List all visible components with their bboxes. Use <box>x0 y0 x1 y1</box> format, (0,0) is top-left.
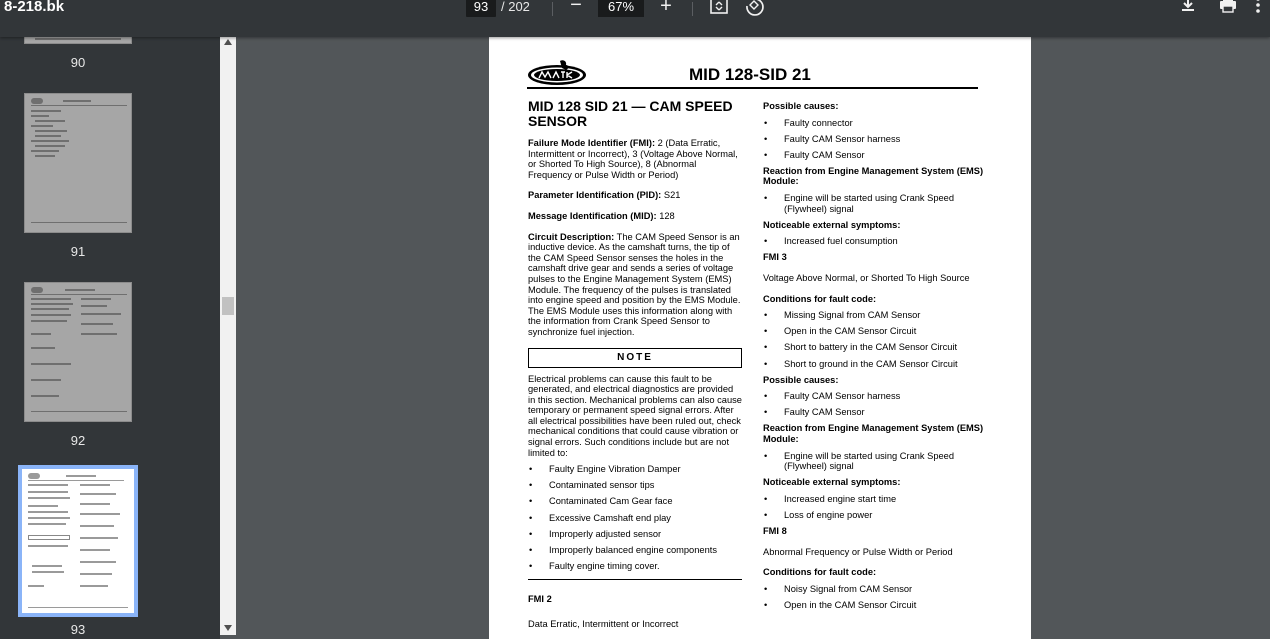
page-header: MID 128-SID 21 <box>689 65 811 84</box>
rotate-icon[interactable] <box>743 0 765 18</box>
list-item: • Missing Signal from CAM Sensor <box>763 310 985 321</box>
download-icon[interactable] <box>1177 0 1199 18</box>
list-item: • Faulty CAM Sensor harness <box>763 134 985 145</box>
list-item: • Faulty engine timing cover. <box>528 561 742 572</box>
conditions-list <box>763 310 985 369</box>
thumbnail-page-92[interactable] <box>24 282 132 422</box>
zoom-in-button[interactable]: + <box>660 0 672 17</box>
list-item: • Contaminated Cam Gear face <box>528 496 742 507</box>
list-item: • Noisy Signal from CAM Sensor <box>763 584 985 595</box>
list-item: • Contaminated sensor tips <box>528 480 742 491</box>
pdf-page <box>489 37 1031 639</box>
thumbnail-label: 91 <box>70 244 86 259</box>
mid-paragraph <box>528 211 742 222</box>
conditions-heading: Conditions for fault code: <box>763 293 877 304</box>
list-item: • Loss of engine power <box>763 510 985 521</box>
pid-text: S21 <box>661 190 681 201</box>
reaction-list <box>763 451 985 472</box>
reaction-heading: Reaction from Engine Management System (EMS) Module: <box>763 423 984 444</box>
pid-label: Parameter Identification (PID): <box>528 190 662 201</box>
fmi2-heading: FMI 2 <box>528 593 552 604</box>
conditions-list <box>528 464 742 580</box>
sidebar-scrollbar[interactable] <box>220 37 236 635</box>
thumbnail-label: 93 <box>70 622 86 637</box>
list-item: • Short to battery in the CAM Sensor Circuit <box>763 342 985 353</box>
header-rule <box>527 87 978 89</box>
circuit-label: Circuit Description: <box>528 231 615 242</box>
note-box: NOTE <box>528 348 742 368</box>
possible-causes-heading: Possible causes: <box>763 101 839 111</box>
list-item: • Improperly balanced engine components <box>528 545 742 556</box>
fmi8-text: Abnormal Frequency or Pulse Width or Period <box>763 546 953 557</box>
circuit-paragraph <box>528 232 742 338</box>
fmi-text: 2 (Data Erratic, Intermittent or Incorrect), 3 (Voltage Above Normal, or Shorted To High Source), 8 (Abnormal Frequency or Pulse Width or Period) <box>528 138 738 180</box>
list-item: • Faulty Engine Vibration Damper <box>528 464 742 475</box>
divider <box>692 2 693 16</box>
scroll-down-arrow-icon[interactable] <box>224 625 232 631</box>
right-column <box>763 99 985 616</box>
reaction-heading: Reaction from Engine Management System (EMS) Module: <box>763 165 984 187</box>
list-item: • Increased engine start time <box>763 494 985 505</box>
list-item: • Faulty CAM Sensor <box>763 407 985 418</box>
page-number-input[interactable]: 93 <box>466 0 496 17</box>
mack-logo-icon <box>527 59 589 87</box>
symptoms-list <box>763 494 985 521</box>
reaction-list <box>763 193 985 214</box>
fmi2-text: Data Erratic, Intermittent or Incorrect <box>528 618 679 629</box>
divider <box>552 2 553 16</box>
pid-paragraph <box>528 190 742 201</box>
more-vert-icon[interactable] <box>1247 0 1269 18</box>
list-item: • Open in the CAM Sensor Circuit <box>763 326 985 337</box>
print-icon[interactable] <box>1217 0 1239 18</box>
thumbnail-page-90[interactable] <box>24 37 132 44</box>
conditions-heading: Conditions for fault code: <box>763 567 877 578</box>
list-item: • Faulty CAM Sensor <box>763 150 985 161</box>
zoom-out-button[interactable]: − <box>570 0 582 16</box>
fmi-label: Failure Mode Identifier (FMI): <box>528 138 656 148</box>
conditions-list <box>763 584 985 611</box>
page-total: / 202 <box>501 0 530 14</box>
fit-page-icon[interactable] <box>708 0 730 18</box>
possible-causes-heading: Possible causes: <box>763 374 839 385</box>
note-text: Electrical problems can cause this fault to be generated, and electrical diagnostics are provided in this section. Mechanical problems can also cause temporary or permanent speed signal errors. After all electrical possibilities have been ruled out, check mechanical conditions that could cause vibration or signal errors. Such conditions include but are not limited to: <box>528 373 742 458</box>
document-title: 8-218.bk <box>4 0 65 15</box>
thumbnail-label: 92 <box>70 433 86 448</box>
scroll-up-arrow-icon[interactable] <box>224 39 232 45</box>
fmi8-heading: FMI 8 <box>763 526 787 537</box>
list-item: • Short to ground in the CAM Sensor Circuit <box>763 359 985 370</box>
list-item: • Engine will be started using Crank Speed (Flywheel) signal <box>763 193 985 214</box>
fmi-paragraph <box>528 138 742 180</box>
list-item: • Faulty connector <box>763 118 985 129</box>
list-item: • Increased fuel consumption <box>763 236 985 247</box>
symptoms-heading: Noticeable external symptoms: <box>763 219 901 230</box>
list-item: • Excessive Camshaft end play <box>528 513 742 524</box>
symptoms-heading: Noticeable external symptoms: <box>763 477 901 488</box>
section-title: MID 128 SID 21 — CAM SPEED SENSOR <box>528 98 733 129</box>
fmi3-text: Voltage Above Normal, or Shorted To High Source <box>763 273 970 284</box>
fmi3-heading: FMI 3 <box>763 252 787 263</box>
list-item: • Engine will be started using Crank Speed (Flywheel) signal <box>763 451 985 472</box>
list-item: • Open in the CAM Sensor Circuit <box>763 600 985 611</box>
thumbnail-sidebar <box>0 37 220 639</box>
symptoms-list <box>763 236 985 247</box>
left-column <box>528 99 742 629</box>
scroll-thumb[interactable] <box>222 297 234 315</box>
mid-text: 128 <box>656 210 675 221</box>
thumbnail-label: 90 <box>70 55 86 70</box>
circuit-text: The CAM Speed Sensor is an inductive device. As the camshaft turns, the tip of the CAM Speed Sensor senses the holes in the camshaft drive gear and sends a series of voltage pulses to the Engine Management System (EMS) Module. The frequency of the pulses is translated into engine speed and position by the EMS Module. The EMS Module uses this information along with the information from Crank Speed Sensor to synchronize fuel injection. <box>528 231 741 337</box>
thumbnail-page-91[interactable] <box>24 93 132 233</box>
list-item: • Faulty CAM Sensor harness <box>763 391 985 402</box>
mid-label: Message Identification (MID): <box>528 210 657 221</box>
causes-list <box>763 391 985 418</box>
thumbnail-page-93-selected[interactable] <box>18 465 138 617</box>
zoom-level-input[interactable]: 67% <box>598 0 644 17</box>
pdf-toolbar <box>0 0 1270 37</box>
causes-list <box>763 118 985 161</box>
list-item: • Improperly adjusted sensor <box>528 529 742 540</box>
